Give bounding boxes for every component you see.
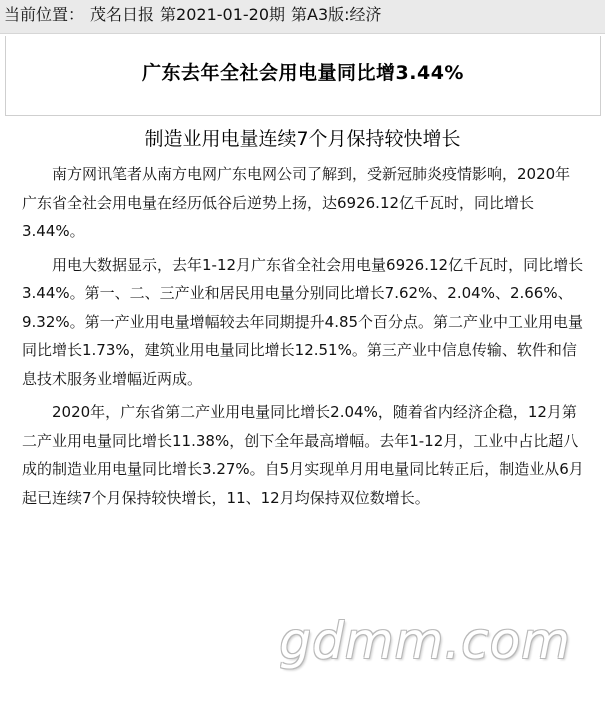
breadcrumb-section-link[interactable]: 第A3版:经济 [291, 5, 382, 24]
title-box [5, 36, 601, 116]
article-body [22, 160, 584, 517]
article-paragraph: 2020年，广东省第二产业用电量同比增长2.04%，随着省内经济企稳，12月第二产业用电量同比增长11.38%，创下全年最高增幅。去年1-12月，工业中占比超八成的制造业用电量同比增长3.27%。自5月实现单月用电量同比转正后，制造业从6月起已连续7个月保持较快增长，11、12月均保持双位数增长。 [22, 403, 584, 507]
article-title: 广东去年全社会用电量同比增3.44% [142, 62, 464, 84]
article-paragraph: 用电大数据显示，去年1-12月广东省全社会用电量6926.12亿千瓦时，同比增长3.44%。第一、二、三产业和居民用电量分别同比增长7.62%、2.04%、2.66%、9.32%。第一产业用电量增幅较去年同期提升4.85个百分点。第二产业中工业用电量同比增长1.73%，建筑业用电量同比增长12.51%。第三产业中信息传输、软件和信息技术服务业增幅近两成。 [22, 255, 584, 388]
breadcrumb-location-label: 当前位置： [4, 5, 85, 24]
site-watermark: gdmm.com [279, 612, 571, 670]
article-paragraph: 南方网讯笔者从南方电网广东电网公司了解到，受新冠肺炎疫情影响，2020年广东省全社会用电量在经历低谷后逆势上扬，达6926.12亿千瓦时，同比增长3.44%。 [22, 165, 571, 240]
article-subtitle: 制造业用电量连续7个月保持较快增长 [144, 128, 461, 150]
breadcrumb-paper-link[interactable]: 茂名日报 [90, 5, 155, 24]
breadcrumb [0, 0, 605, 34]
breadcrumb-issue-link[interactable]: 第2021-01-20期 [160, 5, 286, 24]
